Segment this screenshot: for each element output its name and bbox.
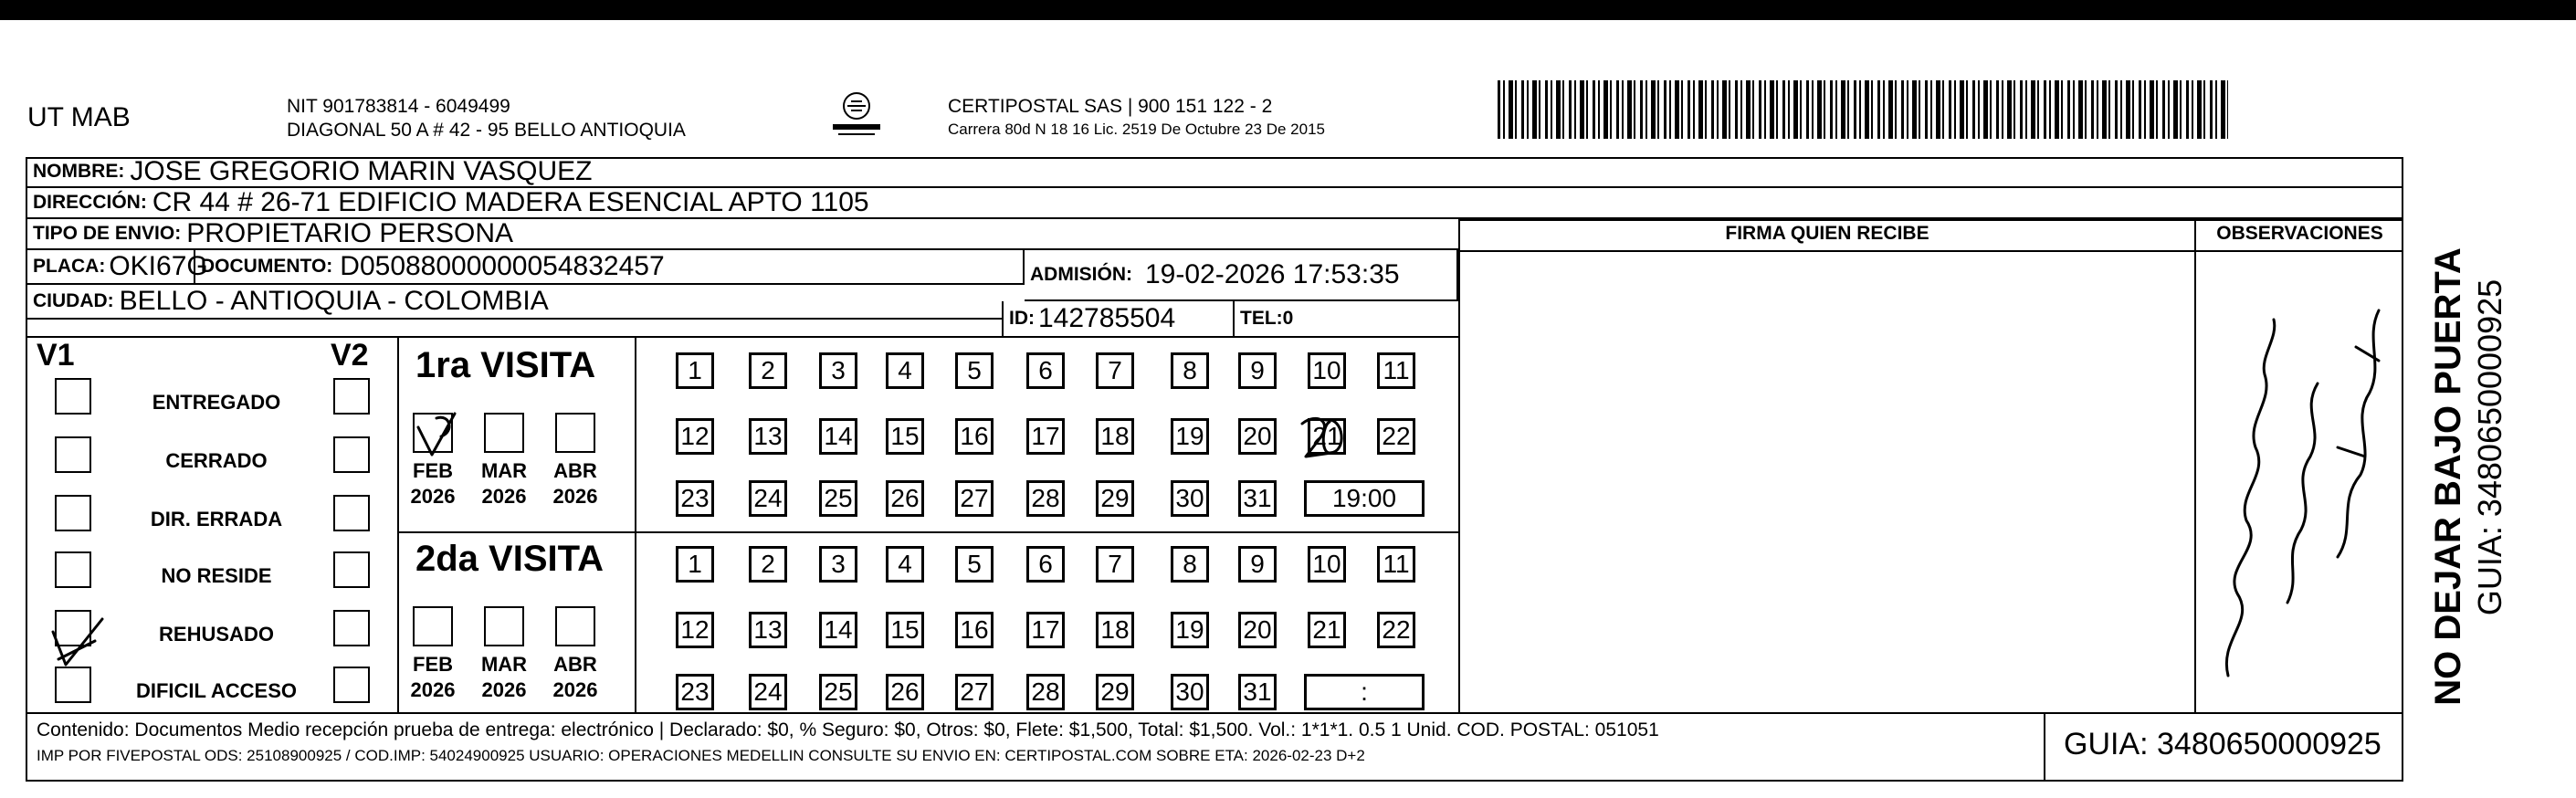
month-year: 2026 (481, 678, 527, 701)
day-box[interactable]: 1 (676, 352, 714, 389)
side-guia: GUIA: 3480650000925 (2471, 278, 2508, 616)
month-label: FEB (413, 653, 453, 676)
day-box[interactable]: 6 (1026, 352, 1065, 389)
v1-checkbox[interactable] (55, 378, 91, 415)
day-box[interactable]: 7 (1096, 546, 1134, 583)
day-box[interactable]: 8 (1171, 546, 1209, 583)
tipo-label: TIPO DE ENVIO: (33, 223, 182, 244)
day-20-handwritten-mark (1295, 411, 1353, 462)
day-box[interactable]: 12 (676, 418, 714, 455)
company-address: DIAGONAL 50 A # 42 - 95 BELLO ANTIOQUIA (287, 120, 686, 141)
day-box[interactable]: 6 (1026, 546, 1065, 583)
status-label: DIFICIL ACCESO (135, 679, 297, 702)
placa-value: OKI67G (109, 251, 208, 281)
tel-value: 0 (1282, 308, 1294, 329)
day-box[interactable]: 16 (955, 418, 994, 455)
month-label: ABR (553, 459, 597, 482)
day-box[interactable]: 22 (1377, 612, 1415, 648)
month-year: 2026 (481, 485, 527, 508)
divider (397, 338, 399, 712)
admision-label: ADMISIÓN: (1030, 264, 1132, 285)
documento-value: D05088000000054832457 (340, 251, 665, 281)
day-box[interactable]: 28 (1026, 674, 1065, 710)
time-box[interactable]: : (1304, 674, 1425, 710)
nombre-row (27, 157, 2403, 188)
day-box[interactable]: 15 (886, 418, 924, 455)
v2-checkbox[interactable] (333, 610, 370, 646)
day-box[interactable]: 23 (676, 674, 714, 710)
top-black-bar (0, 0, 2576, 20)
v2-header: V2 (331, 338, 369, 373)
day-box[interactable]: 17 (1026, 612, 1065, 648)
footer-line-2: IMP POR FIVEPOSTAL ODS: 25108900925 / COD.IMP: 54024900925 USUARIO: OPERACIONES MEDELLIN CONSULTE SU ENVIO EN: CERTIPOSTAL.COM SOBRE ETA: 2026-02-23 D+2 (37, 747, 1365, 764)
tipo-value: PROPIETARIO PERSONA (186, 218, 514, 248)
v2-checkbox[interactable] (333, 551, 370, 588)
month-label: FEB (413, 459, 453, 482)
day-box[interactable]: 14 (819, 418, 857, 455)
tel-label: TEL: (1240, 308, 1283, 329)
day-box[interactable]: 17 (1026, 418, 1065, 455)
divider (635, 338, 636, 712)
placa-cell (27, 250, 208, 285)
v2-checkbox[interactable] (333, 378, 370, 415)
divider (399, 531, 1458, 533)
visit-2-title: 2da VISITA (415, 539, 604, 579)
visit-1-title: 1ra VISITA (415, 345, 596, 385)
v2-checkbox[interactable] (333, 436, 370, 473)
day-box[interactable]: 21 (1308, 418, 1346, 455)
id-label: ID: (1009, 308, 1035, 329)
ciudad-cell (27, 285, 1002, 320)
admision-value: 19-02-2026 17:53:35 (1145, 259, 1400, 289)
day-box[interactable]: 3 (819, 352, 857, 389)
certipostal-logo (831, 88, 882, 142)
v2-checkbox[interactable] (333, 495, 370, 531)
day-box[interactable]: 20 (1238, 418, 1277, 455)
day-box[interactable]: 31 (1238, 480, 1277, 517)
v1-checkbox[interactable] (55, 495, 91, 531)
direccion-row (27, 188, 2403, 219)
day-box[interactable]: 25 (819, 480, 857, 517)
day-box[interactable]: 3 (819, 546, 857, 583)
month-year: 2026 (552, 678, 598, 701)
day-box[interactable]: 1 (676, 546, 714, 583)
day-box[interactable]: 23 (676, 480, 714, 517)
day-box[interactable]: 29 (1096, 674, 1134, 710)
day-box[interactable]: 2 (749, 546, 787, 583)
day-box[interactable]: 19 (1171, 418, 1209, 455)
day-box[interactable]: 30 (1171, 480, 1209, 517)
day-box[interactable]: 2 (749, 352, 787, 389)
month-year: 2026 (552, 485, 598, 508)
tipo-row (27, 219, 1458, 250)
side-text-block (2407, 164, 2508, 785)
day-box[interactable]: 4 (886, 352, 924, 389)
v1-header: V1 (37, 338, 75, 373)
day-box[interactable]: 11 (1377, 352, 1415, 389)
side-warning: NO DEJAR BAJO PUERTA (2428, 247, 2468, 706)
divider (2044, 712, 2045, 782)
day-box[interactable]: 16 (955, 612, 994, 648)
company-nit: NIT 901783814 - 6049499 (287, 96, 510, 117)
documento-cell (195, 250, 1025, 285)
day-box[interactable]: 28 (1026, 480, 1065, 517)
day-box[interactable]: 15 (886, 612, 924, 648)
day-box[interactable]: 9 (1238, 352, 1277, 389)
day-box[interactable]: 10 (1308, 546, 1346, 583)
divider (1458, 219, 2403, 221)
documento-label: DOCUMENTO: (201, 256, 333, 277)
day-box[interactable]: 7 (1096, 352, 1134, 389)
month-label: MAR (480, 459, 528, 482)
day-box[interactable]: 12 (676, 612, 714, 648)
day-box[interactable]: 11 (1377, 546, 1415, 583)
day-box[interactable]: 5 (955, 546, 994, 583)
status-label: REHUSADO (159, 623, 274, 646)
direccion-value: CR 44 # 26-71 EDIFICIO MADERA ESENCIAL APTO 1105 (152, 187, 869, 217)
day-box[interactable]: 25 (819, 674, 857, 710)
month-box[interactable] (484, 413, 524, 453)
carrier-address: Carrera 80d N 18 16 Lic. 2519 De Octubre 23 De 2015 (948, 121, 1325, 138)
day-box[interactable]: 27 (955, 480, 994, 517)
feb-handwritten-check (409, 409, 468, 464)
day-box[interactable]: 30 (1171, 674, 1209, 710)
day-box[interactable]: 29 (1096, 480, 1134, 517)
month-box[interactable] (484, 606, 524, 646)
nombre-label: NOMBRE: (33, 161, 125, 182)
day-box[interactable]: 27 (955, 674, 994, 710)
id-value: 142785504 (1038, 303, 1176, 333)
time-box[interactable]: 19:00 (1304, 480, 1425, 517)
day-box[interactable]: 8 (1171, 352, 1209, 389)
day-box[interactable]: 14 (819, 612, 857, 648)
divider (1458, 219, 1460, 712)
day-box[interactable]: 13 (749, 612, 787, 648)
day-box[interactable]: 20 (1238, 612, 1277, 648)
firma-label: FIRMA QUIEN RECIBE (1725, 223, 1929, 244)
day-box[interactable]: 22 (1377, 418, 1415, 455)
barcode (1498, 80, 2228, 139)
company-name: UT MAB (27, 102, 131, 132)
placa-label: PLACA: (33, 256, 106, 277)
status-label: ENTREGADO (152, 391, 281, 414)
divider (27, 336, 1458, 338)
direccion-label: DIRECCIÓN: (33, 192, 147, 213)
status-label: CERRADO (165, 449, 268, 472)
day-box[interactable]: 31 (1238, 674, 1277, 710)
observation-handwriting (2201, 256, 2402, 694)
month-box[interactable] (413, 606, 453, 646)
footer-line-1: Contenido: Documentos Medio recepción prueba de entrega: electrónico | Declarado: $0, % Seguro: $0, Otros: $0, Flete: $1,500, Total: $1,500. Vol.: 1*1*1. 0.5 1 Unid. COD. POSTAL: 051051 (37, 719, 1659, 740)
day-box[interactable]: 24 (749, 674, 787, 710)
month-box[interactable] (555, 413, 595, 453)
observaciones-label: OBSERVACIONES (2216, 223, 2383, 244)
day-box[interactable]: 18 (1096, 612, 1134, 648)
v1-checkbox[interactable] (55, 551, 91, 588)
status-label: NO RESIDE (161, 564, 272, 587)
day-box[interactable]: 19 (1171, 612, 1209, 648)
v2-checkbox[interactable] (333, 667, 370, 703)
day-box[interactable]: 26 (886, 480, 924, 517)
ciudad-label: CIUDAD: (33, 290, 114, 311)
divider (27, 712, 2403, 714)
day-box[interactable]: 18 (1096, 418, 1134, 455)
day-box[interactable]: 26 (886, 674, 924, 710)
carrier-name: CERTIPOSTAL SAS | 900 151 122 - 2 (948, 96, 1273, 117)
day-box[interactable]: 10 (1308, 352, 1346, 389)
v1-checkbox[interactable] (55, 436, 91, 473)
day-box[interactable]: 5 (955, 352, 994, 389)
day-box[interactable]: 4 (886, 546, 924, 583)
rehusado-handwritten-check (46, 614, 110, 672)
month-label: ABR (553, 653, 597, 676)
tel-cell (1235, 301, 1458, 336)
day-box[interactable]: 24 (749, 480, 787, 517)
divider (1460, 250, 2403, 252)
nombre-value: JOSE GREGORIO MARIN VASQUEZ (130, 156, 593, 186)
month-box[interactable] (555, 606, 595, 646)
status-label: DIR. ERRADA (150, 508, 283, 530)
admision-cell (1025, 250, 1458, 299)
month-label: MAR (480, 653, 528, 676)
divider (2194, 219, 2196, 712)
day-box[interactable]: 9 (1238, 546, 1277, 583)
day-box[interactable]: 13 (749, 418, 787, 455)
month-year: 2026 (410, 485, 456, 508)
id-cell (1002, 301, 1235, 336)
day-box[interactable]: 21 (1308, 612, 1346, 648)
ciudad-value: BELLO - ANTIOQUIA - COLOMBIA (119, 286, 549, 316)
footer-guia: GUIA: 3480650000925 (2064, 727, 2381, 761)
month-year: 2026 (410, 678, 456, 701)
